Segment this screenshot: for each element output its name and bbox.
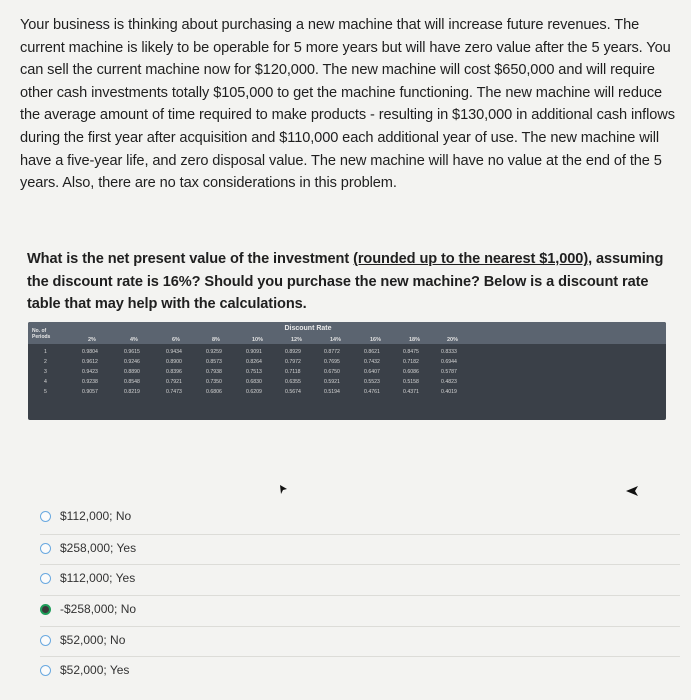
table-cell: 0.6407 (364, 369, 380, 375)
radio-icon[interactable] (40, 511, 51, 522)
table-cell: 0.7432 (364, 359, 380, 365)
rate-header: 14% (330, 337, 342, 343)
answer-option-label: $258,000; Yes (60, 541, 137, 555)
rate-header: 12% (291, 337, 303, 343)
table-cell: 0.9804 (82, 349, 98, 355)
rate-header: 8% (212, 337, 220, 343)
table-cell: 0.8264 (246, 359, 262, 365)
table-cell: 0.9423 (82, 369, 98, 375)
rate-header: 16% (370, 337, 382, 343)
table-cell: 0.5194 (324, 389, 340, 395)
table-cell: 0.8772 (324, 349, 340, 355)
table-cell: 0.7350 (206, 379, 222, 385)
table-cell: 0.9091 (246, 349, 262, 355)
radio-icon[interactable] (40, 573, 51, 584)
table-cell: 0.7695 (324, 359, 340, 365)
table-cell: 0.8573 (206, 359, 222, 365)
answer-option-label: $112,000; Yes (60, 571, 136, 585)
answer-option[interactable] (40, 626, 680, 653)
table-cell: 0.9238 (82, 379, 98, 385)
radio-icon[interactable] (40, 635, 51, 646)
table-cell: 0.4019 (441, 389, 457, 395)
table-cell: 0.8396 (166, 369, 182, 375)
table-cell: 0.8219 (124, 389, 140, 395)
radio-icon[interactable] (40, 543, 51, 554)
answer-option-label: $52,000; No (60, 633, 126, 647)
table-cell: 0.8621 (364, 349, 380, 355)
table-cell: 0.8548 (124, 379, 140, 385)
table-cell: 0.4371 (403, 389, 419, 395)
period-number: 1 (44, 349, 47, 355)
mouse-pointer-icon (275, 482, 289, 496)
table-cell: 0.6830 (246, 379, 262, 385)
question-part1: What is the net present value of the investment (27, 251, 354, 267)
rate-header: 10% (252, 337, 264, 343)
answer-option[interactable] (40, 564, 680, 591)
rate-header: 20% (447, 337, 459, 343)
table-cell: 0.9259 (206, 349, 222, 355)
table-cell: 0.6086 (403, 369, 419, 375)
rate-header: 18% (409, 337, 421, 343)
table-title: Discount Rate (284, 325, 332, 332)
table-cell: 0.9615 (124, 349, 140, 355)
table-cell: 0.6944 (441, 359, 457, 365)
table-cell: 0.5674 (285, 389, 301, 395)
table-cell: 0.5158 (403, 379, 419, 385)
period-number: 5 (44, 389, 47, 395)
answer-option-label: $52,000; Yes (60, 663, 130, 677)
table-cell: 0.7513 (246, 369, 262, 375)
table-cell: 0.6355 (285, 379, 301, 385)
radio-icon[interactable] (40, 665, 51, 676)
table-cell: 0.4761 (364, 389, 380, 395)
table-cell: 0.8333 (441, 349, 457, 355)
period-number: 2 (44, 359, 47, 365)
table-cell: 0.6209 (246, 389, 262, 395)
radio-selected-icon[interactable] (40, 604, 51, 615)
answer-option[interactable] (40, 595, 680, 622)
table-cell: 0.7182 (403, 359, 419, 365)
table-cell: 0.9246 (124, 359, 140, 365)
answer-option[interactable] (40, 656, 680, 683)
problem-text: Your business is thinking about purchasing a new machine that will increase future revenues. The current machine is likely to be operable for 5 more years but will have zero value after the 5 years. You can sell the current machine now for $120,000. The new machine will cost $650,000 and will require other cash investments totally $105,000 to get the machine functioning. The new machine will reduce the average amount of time required to make products - resulting in $130,000 in additional cash inflows during the first year after acquisition and $110,000 each additional year of use. The new machine will have a five-year life, and zero disposal value. The new machine will have no value at the end of the 5 years. Also, there are no tax considerations in this problem. (20, 17, 675, 192)
table-cell: 0.8929 (285, 349, 301, 355)
answer-option-label: $112,000; No (60, 509, 132, 523)
discount-rate-table (28, 322, 666, 420)
table-cell: 0.7473 (166, 389, 182, 395)
rate-header: 6% (172, 337, 180, 343)
table-cell: 0.8900 (166, 359, 182, 365)
question-text (27, 248, 677, 316)
table-cell: 0.6806 (206, 389, 222, 395)
table-cell: 0.7921 (166, 379, 182, 385)
periods-header: No. of Periods (32, 328, 51, 340)
answer-option[interactable] (40, 503, 680, 529)
table-cell: 0.5523 (364, 379, 380, 385)
answer-option-label: -$258,000; No (60, 602, 137, 616)
table-cell: 0.9434 (166, 349, 182, 355)
table-cell: 0.5787 (441, 369, 457, 375)
period-number: 4 (44, 379, 47, 385)
table-cell: 0.8890 (124, 369, 140, 375)
rate-header: 2% (88, 337, 96, 343)
period-number: 3 (44, 369, 47, 375)
question-rounding-note: (rounded up to the nearest $1,000) (353, 251, 589, 267)
mouse-pointer-icon-2 (624, 484, 640, 498)
table-cell: 0.5921 (324, 379, 340, 385)
rate-header: 4% (130, 337, 138, 343)
table-cell: 0.8475 (403, 349, 419, 355)
question-part2: , assuming the discount rate is 16%? Should you purchase the new machine? Below is a discount rate table that may help with the calculations. (27, 251, 664, 313)
table-cell: 0.9612 (82, 359, 98, 365)
table-cell: 0.6750 (324, 369, 340, 375)
table-cell: 0.7938 (206, 369, 222, 375)
table-cell: 0.4823 (441, 379, 457, 385)
answer-option[interactable] (40, 534, 680, 561)
table-cell: 0.9057 (82, 389, 98, 395)
table-cell: 0.7972 (285, 359, 301, 365)
table-cell: 0.7118 (285, 369, 301, 375)
